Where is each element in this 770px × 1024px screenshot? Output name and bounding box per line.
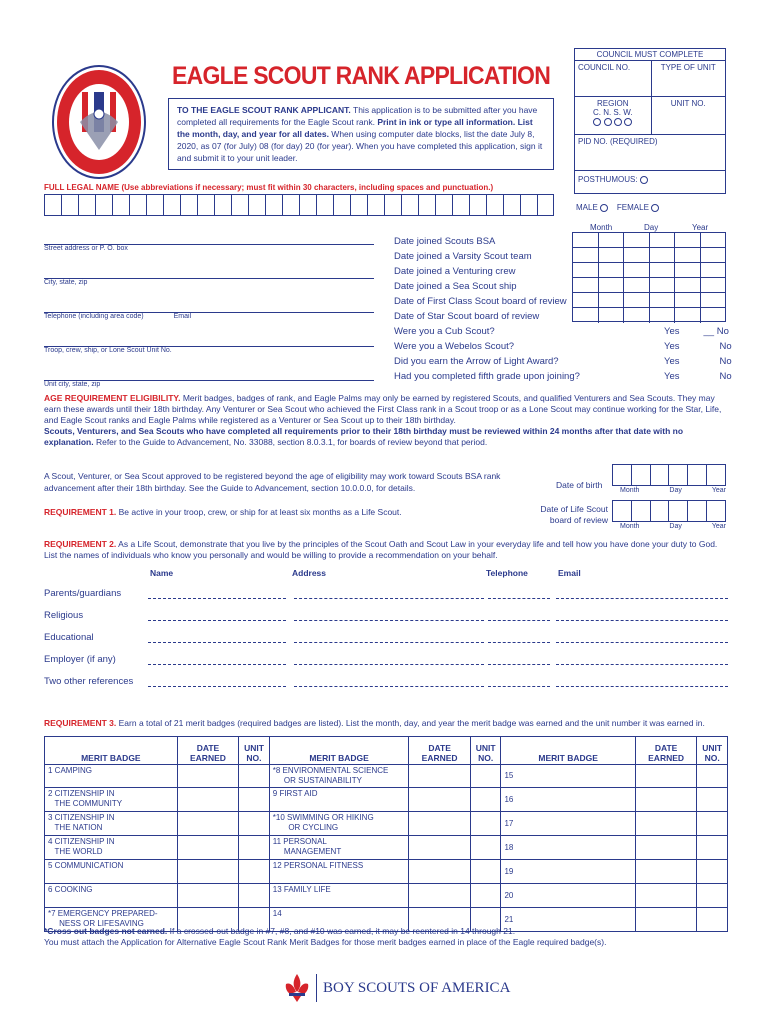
- intro-box: [168, 98, 554, 170]
- date-label: Date of First Class Scout board of review: [394, 296, 567, 307]
- region-letters: C. N. S. W.: [592, 108, 633, 117]
- name-char-box[interactable]: [78, 194, 95, 216]
- date-earned-header: DATE EARNED: [177, 737, 239, 765]
- date-digit-box[interactable]: [599, 308, 625, 323]
- name-char-box[interactable]: [316, 194, 333, 216]
- region-field: [575, 97, 652, 134]
- date-digit-box[interactable]: [624, 278, 650, 293]
- name-char-box[interactable]: [520, 194, 537, 216]
- date-digit-box[interactable]: [573, 248, 599, 263]
- name-char-box[interactable]: [214, 194, 231, 216]
- requirement-3-label: REQUIREMENT 3.: [44, 718, 117, 728]
- city-state-zip-label: City, state, zip: [44, 279, 88, 286]
- question-label: Were you a Cub Scout?: [394, 326, 495, 337]
- reference-label: Religious: [44, 610, 84, 621]
- name-char-box[interactable]: [282, 194, 299, 216]
- name-char-box[interactable]: [503, 194, 520, 216]
- merit-badge-name: *7 EMERGENCY PREPARED- NESS OR LIFESAVING: [45, 908, 178, 932]
- reference-row: [44, 630, 728, 650]
- date-digit-box[interactable]: [675, 308, 701, 323]
- requirement-1-label: REQUIREMENT 1.: [44, 507, 117, 517]
- reference-input[interactable]: [148, 598, 286, 599]
- reference-row: [44, 652, 728, 672]
- unit-no-header: UNIT NO.: [470, 737, 501, 765]
- date-digit-box[interactable]: [675, 248, 701, 263]
- unit-no-input[interactable]: [697, 765, 728, 788]
- month-caption: Month: [620, 523, 640, 530]
- day-caption: Day: [669, 487, 682, 494]
- name-char-box[interactable]: [418, 194, 435, 216]
- reference-input[interactable]: [488, 598, 550, 599]
- date-earned-input[interactable]: [635, 812, 697, 836]
- name-char-box[interactable]: [248, 194, 265, 216]
- bsa-logo: [284, 972, 510, 1004]
- reference-row: [44, 674, 728, 694]
- date-earned-input[interactable]: [177, 788, 239, 812]
- telephone-label: Telephone (including area code): [44, 313, 144, 320]
- council-box: [574, 48, 726, 194]
- type-of-unit-label: TYPE OF UNIT: [660, 63, 716, 72]
- merit-badge-name: *10 SWIMMING OR HIKING OR CYCLING: [269, 812, 409, 836]
- reference-label: Educational: [44, 632, 94, 643]
- region-s-radio[interactable]: [614, 118, 622, 126]
- reference-input[interactable]: [556, 620, 728, 621]
- unit-no-input[interactable]: [470, 765, 501, 788]
- date-label: Date of Star Scout board of review: [394, 311, 540, 322]
- date-digit-box[interactable]: [573, 263, 599, 278]
- pid-no-field[interactable]: [575, 135, 725, 171]
- month-caption: Month: [620, 487, 640, 494]
- posthumous-label: POSTHUMOUS:: [578, 175, 638, 184]
- footnote-text: If a crossed-out badge in #7, #8, and #10 was earned, it may be reentered in 14 through 21.: [167, 926, 516, 936]
- name-char-box[interactable]: [129, 194, 146, 216]
- name-char-box[interactable]: [231, 194, 248, 216]
- yes-option[interactable]: Yes: [664, 356, 680, 367]
- date-earned-input[interactable]: [635, 788, 697, 812]
- date-earned-input[interactable]: [635, 884, 697, 908]
- reference-input[interactable]: [556, 664, 728, 665]
- date-earned-input[interactable]: [635, 860, 697, 884]
- region-c-radio[interactable]: [593, 118, 601, 126]
- date-earned-input[interactable]: [409, 788, 471, 812]
- age-requirement-bold: Scouts, Venturers, and Sea Scouts who have completed all requirements prior to their 18th birthday must be reviewed within 24 months after that date with no explanation.: [44, 426, 684, 447]
- date-digit-box[interactable]: [650, 233, 676, 248]
- reference-input[interactable]: [488, 686, 550, 687]
- ref-telephone-header: Telephone: [486, 568, 528, 578]
- name-char-box[interactable]: [469, 194, 486, 216]
- council-no-label: COUNCIL NO.: [578, 63, 631, 72]
- footnote-bold: *Cross out badges not earned.: [44, 926, 168, 936]
- ref-email-header: Email: [558, 568, 581, 578]
- name-char-box[interactable]: [384, 194, 401, 216]
- reference-input[interactable]: [294, 686, 484, 687]
- name-char-box[interactable]: [95, 194, 112, 216]
- reference-input[interactable]: [148, 620, 286, 621]
- date-of-birth-field[interactable]: [612, 464, 726, 486]
- reference-row: [44, 586, 728, 606]
- legal-name-grid[interactable]: [44, 194, 554, 216]
- name-char-box[interactable]: [180, 194, 197, 216]
- name-char-box[interactable]: [299, 194, 316, 216]
- date-digit-box[interactable]: [599, 233, 625, 248]
- female-radio[interactable]: [651, 204, 659, 212]
- merit-badge-name: 14: [269, 908, 409, 932]
- ref-address-header: Address: [292, 568, 327, 578]
- merit-badge-name: 4 CITIZENSHIP IN THE WORLD: [45, 836, 178, 860]
- date-digit-box[interactable]: [701, 263, 727, 278]
- unit-no-input[interactable]: [697, 788, 728, 812]
- date-earned-input[interactable]: [409, 836, 471, 860]
- date-label: Date joined Scouts BSA: [394, 236, 496, 247]
- year-col-header: Year: [692, 223, 709, 232]
- reference-row: [44, 608, 728, 628]
- date-digit-box[interactable]: [573, 278, 599, 293]
- date-digit-box[interactable]: [675, 293, 701, 308]
- merit-badge-name: 17: [501, 812, 635, 836]
- footnote-line-2: You must attach the Application for Alternative Eagle Scout Rank Merit Badges for those merit badges earned in place of the Eagle required badge(s).: [44, 937, 607, 947]
- requirement-3: [44, 718, 705, 728]
- unit-no-input[interactable]: [697, 812, 728, 836]
- merit-badge-name: 1 CAMPING: [45, 765, 178, 788]
- question-label: Were you a Webelos Scout?: [394, 341, 515, 352]
- reference-input[interactable]: [488, 664, 550, 665]
- date-earned-header: DATE EARNED: [409, 737, 471, 765]
- unit-number-label: Troop, crew, ship, or Lone Scout Unit No.: [44, 347, 172, 354]
- intro-text-2: When using computer date blocks, list the date July 8, 2020, as 07 (for July) 08 (for day) 20 (for year). When you have completed this application, sign it and submit it to your unit leader.: [177, 129, 543, 163]
- merit-badge-name: 16: [501, 788, 635, 812]
- merit-badge-name: 19: [501, 860, 635, 884]
- reference-input[interactable]: [488, 642, 550, 643]
- unit-no-input[interactable]: [697, 884, 728, 908]
- no-option[interactable]: No: [719, 341, 732, 352]
- yes-no-block: Yes __ No Yes No Yes No Yes No: [664, 326, 732, 382]
- reference-input[interactable]: [294, 642, 484, 643]
- city-state-zip-input[interactable]: [44, 266, 374, 279]
- reference-input[interactable]: [294, 620, 484, 621]
- reference-input[interactable]: [148, 686, 286, 687]
- requirement-1-text: Be active in your troop, crew, or ship for at least six months as a Life Scout.: [116, 507, 402, 517]
- unit-no-input[interactable]: [239, 812, 270, 836]
- street-address-input[interactable]: [44, 232, 374, 245]
- unit-no-label: UNIT NO.: [670, 99, 706, 108]
- life-scout-bor-field[interactable]: [612, 500, 726, 522]
- date-label: Date joined a Sea Scout ship: [394, 281, 517, 292]
- age-requirement-body-2: Refer to the Guide to Advancement, No. 33088, section 8.0.3.1, for boards of review beyond that period.: [93, 437, 488, 447]
- requirement-3-text: Earn a total of 21 merit badges (required badges are listed). List the month, day, and year the merit badge was earned and the unit number it was earned in.: [116, 718, 705, 728]
- reference-input[interactable]: [556, 598, 728, 599]
- life-scout-bor-label: Date of Life Scout board of review: [540, 504, 608, 525]
- legal-name-label: FULL LEGAL NAME (Use abbreviations if necessary; must fit within 30 characters, including spaces and punctuation.): [44, 183, 494, 192]
- region-label: REGION: [596, 99, 629, 108]
- page-title: EAGLE SCOUT RANK APPLICATION: [172, 62, 551, 90]
- reference-label: Employer (if any): [44, 654, 116, 665]
- reference-input[interactable]: [148, 642, 286, 643]
- intro-lead: TO THE EAGLE SCOUT RANK APPLICANT.: [177, 105, 351, 115]
- unit-no-header: UNIT NO.: [239, 737, 270, 765]
- ref-name-header: Name: [150, 568, 174, 578]
- requirement-2: [44, 539, 728, 561]
- no-option[interactable]: No: [716, 326, 729, 337]
- name-char-box[interactable]: [197, 194, 214, 216]
- merit-badge-name: 6 COOKING: [45, 884, 178, 908]
- email-label: Email: [173, 313, 192, 320]
- male-radio[interactable]: [600, 204, 608, 212]
- unit-no-input[interactable]: [697, 836, 728, 860]
- date-earned-input[interactable]: [177, 765, 239, 788]
- yes-option[interactable]: Yes: [664, 326, 680, 337]
- reference-input[interactable]: [556, 642, 728, 643]
- date-earned-input[interactable]: [177, 860, 239, 884]
- name-char-box[interactable]: [112, 194, 129, 216]
- requirement-2-text: As a Life Scout, demonstrate that you live by the principles of the Scout Oath and Scout Law in your everyday life and tell how you have done your duty to God. List the names of individuals who know you personally and would be willing to provide a recommendation on your behalf.: [44, 539, 718, 560]
- type-of-unit-field[interactable]: [652, 61, 726, 96]
- age-requirement-text: [44, 393, 728, 448]
- dates-list: [394, 234, 580, 384]
- unit-no-input[interactable]: [239, 836, 270, 860]
- age-requirement-label: AGE REQUIREMENT ELIGIBILITY.: [44, 393, 181, 403]
- name-char-box[interactable]: [44, 194, 61, 216]
- unit-no-input[interactable]: [239, 860, 270, 884]
- unit-no-input[interactable]: [239, 788, 270, 812]
- date-digit-box[interactable]: [675, 278, 701, 293]
- date-digit-box[interactable]: [599, 278, 625, 293]
- name-char-box[interactable]: [333, 194, 350, 216]
- reference-input[interactable]: [148, 664, 286, 665]
- question-label: Had you completed fifth grade upon joining?: [394, 371, 580, 382]
- date-earned-input[interactable]: [635, 765, 697, 788]
- day-caption: Day: [669, 523, 682, 530]
- reference-input[interactable]: [488, 620, 550, 621]
- date-digit-box[interactable]: [624, 293, 650, 308]
- unit-no-input[interactable]: [470, 860, 501, 884]
- date-earned-header: DATE EARNED: [635, 737, 697, 765]
- unit-city-input[interactable]: [44, 368, 374, 381]
- date-earned-input[interactable]: [409, 812, 471, 836]
- name-char-box[interactable]: [435, 194, 452, 216]
- reference-input[interactable]: [556, 686, 728, 687]
- council-header: COUNCIL MUST COMPLETE: [575, 49, 725, 61]
- month-col-header: Month: [590, 223, 613, 232]
- merit-badge-name: 15: [501, 765, 635, 788]
- reference-input[interactable]: [294, 664, 484, 665]
- unit-no-input[interactable]: [239, 884, 270, 908]
- date-digit-box[interactable]: [650, 263, 676, 278]
- posthumous-radio[interactable]: [640, 176, 648, 184]
- date-digit-box[interactable]: [701, 233, 727, 248]
- dates-grid[interactable]: [572, 232, 726, 322]
- footnote: [44, 926, 728, 948]
- name-char-box[interactable]: [61, 194, 78, 216]
- date-earned-input[interactable]: [177, 884, 239, 908]
- reference-input[interactable]: [294, 598, 484, 599]
- merit-badge-name: 5 COMMUNICATION: [45, 860, 178, 884]
- date-digit-box[interactable]: [701, 293, 727, 308]
- bsa-wordmark: BOY SCOUTS OF AMERICA: [323, 979, 511, 996]
- unit-no-input[interactable]: [470, 788, 501, 812]
- telephone-email-input[interactable]: [44, 300, 374, 313]
- date-earned-input[interactable]: [409, 765, 471, 788]
- date-digit-box[interactable]: [599, 293, 625, 308]
- merit-badge-name: 2 CITIZENSHIP IN THE COMMUNITY: [45, 788, 178, 812]
- unit-no-field[interactable]: [652, 97, 726, 134]
- unit-no-input[interactable]: [697, 860, 728, 884]
- merit-badge-table: [44, 736, 728, 932]
- date-label: Date joined a Varsity Scout team: [394, 251, 532, 262]
- date-digit-box[interactable]: [573, 233, 599, 248]
- merit-badge-header: MERIT BADGE: [45, 737, 178, 765]
- region-w-radio[interactable]: [624, 118, 632, 126]
- address-block: [44, 232, 374, 388]
- reference-label: Parents/guardians: [44, 588, 122, 599]
- merit-badge-name: 18: [501, 836, 635, 860]
- street-address-label: Street address or P. O. box: [44, 245, 128, 252]
- requirement-1: [44, 507, 402, 517]
- pid-no-label: PID NO. (REQUIRED): [578, 137, 658, 146]
- date-digit-box[interactable]: [624, 308, 650, 323]
- name-char-box[interactable]: [486, 194, 503, 216]
- date-earned-input[interactable]: [409, 860, 471, 884]
- date-digit-box[interactable]: [701, 248, 727, 263]
- fleur-de-lis-icon: [284, 972, 310, 1004]
- year-caption: Year: [711, 487, 726, 494]
- requirement-2-label: REQUIREMENT 2.: [44, 539, 117, 549]
- eagle-scout-seal: [50, 62, 148, 182]
- council-no-field[interactable]: [575, 61, 652, 96]
- name-char-box[interactable]: [265, 194, 282, 216]
- merit-badge-header: MERIT BADGE: [501, 737, 635, 765]
- date-digit-box[interactable]: [624, 233, 650, 248]
- date-digit-box[interactable]: [573, 293, 599, 308]
- name-char-box[interactable]: [350, 194, 367, 216]
- date-digit-box[interactable]: [599, 248, 625, 263]
- merit-badge-name: 11 PERSONAL MANAGEMENT: [269, 836, 409, 860]
- merit-badge-name: 21: [501, 908, 635, 932]
- date-digit-box[interactable]: [624, 263, 650, 278]
- name-char-box[interactable]: [146, 194, 163, 216]
- date-digit-box[interactable]: [573, 308, 599, 323]
- female-label: FEMALE: [616, 203, 649, 212]
- unit-no-input[interactable]: [470, 884, 501, 908]
- intro-text: This application is to be submitted after you have completed all requirements for the Eagle Scout rank.: [177, 105, 538, 127]
- reference-label: Two other references: [44, 676, 134, 687]
- date-label: Date joined a Venturing crew: [394, 266, 516, 277]
- merit-badge-name: 13 FAMILY LIFE: [269, 884, 409, 908]
- name-char-box[interactable]: [537, 194, 554, 216]
- beyond-age-text: A Scout, Venturer, or Sea Scout approved to be registered beyond the age of eligibility may work toward Scouts BSA rank advancement after their 18th birthday. See the Guide to Advancement, section 10.0.0.0, for details.: [44, 471, 501, 493]
- date-digit-box[interactable]: [675, 263, 701, 278]
- date-digit-box[interactable]: [675, 233, 701, 248]
- name-char-box[interactable]: [452, 194, 469, 216]
- merit-badge-header: MERIT BADGE: [269, 737, 409, 765]
- date-earned-input[interactable]: [177, 836, 239, 860]
- name-char-box[interactable]: [163, 194, 180, 216]
- date-earned-input[interactable]: [177, 812, 239, 836]
- merit-badge-name: 9 FIRST AID: [269, 788, 409, 812]
- male-label: MALE: [576, 203, 598, 212]
- unit-no-input[interactable]: [470, 836, 501, 860]
- intro-bold: Print in ink or type all information. List the month, day, and year for all dates.: [177, 117, 533, 139]
- name-char-box[interactable]: [401, 194, 418, 216]
- date-digit-box[interactable]: [650, 293, 676, 308]
- date-earned-input[interactable]: [409, 884, 471, 908]
- date-digit-box[interactable]: [599, 263, 625, 278]
- unit-no-header: UNIT NO.: [697, 737, 728, 765]
- date-digit-box[interactable]: [701, 308, 727, 323]
- question-label: Did you earn the Arrow of Light Award?: [394, 356, 559, 367]
- date-of-birth-label: Date of birth: [556, 480, 603, 490]
- unit-no-input[interactable]: [239, 765, 270, 788]
- no-option[interactable]: No: [719, 371, 732, 382]
- merit-badge-name: 3 CITIZENSHIP IN THE NATION: [45, 812, 178, 836]
- yes-option[interactable]: Yes: [664, 341, 680, 352]
- date-earned-input[interactable]: [635, 836, 697, 860]
- date-digit-box[interactable]: [650, 308, 676, 323]
- yes-option[interactable]: Yes: [664, 371, 680, 382]
- unit-no-input[interactable]: [470, 812, 501, 836]
- age-requirement-body: Merit badges, badges of rank, and Eagle Palms may only be earned by registered Scouts, and qualified Venturers and Sea Scouts. They may earn these awards until their 18th birthday. Any Venturer or Sea Scout who achieved the First Class rank in a Scout troop or as a Lone Scout may continue working for the Star, Life, and Eagle Scout ranks and Eagle Palms while registered as a Venturer or Sea Scout up to their 18th birthday.: [44, 393, 722, 425]
- merit-badge-name: 20: [501, 884, 635, 908]
- region-n-radio[interactable]: [604, 118, 612, 126]
- date-digit-box[interactable]: [624, 248, 650, 263]
- merit-badge-name: 12 PERSONAL FITNESS: [269, 860, 409, 884]
- unit-number-input[interactable]: [44, 334, 374, 347]
- unit-city-label: Unit city, state, zip: [44, 381, 101, 388]
- name-char-box[interactable]: [367, 194, 384, 216]
- no-option[interactable]: No: [719, 356, 732, 367]
- merit-badge-name: *8 ENVIRONMENTAL SCIENCE OR SUSTAINABILITY: [269, 765, 409, 788]
- day-col-header: Day: [644, 223, 659, 232]
- year-caption: Year: [711, 523, 726, 530]
- date-digit-box[interactable]: [701, 278, 727, 293]
- date-digit-box[interactable]: [650, 248, 676, 263]
- date-digit-box[interactable]: [650, 278, 676, 293]
